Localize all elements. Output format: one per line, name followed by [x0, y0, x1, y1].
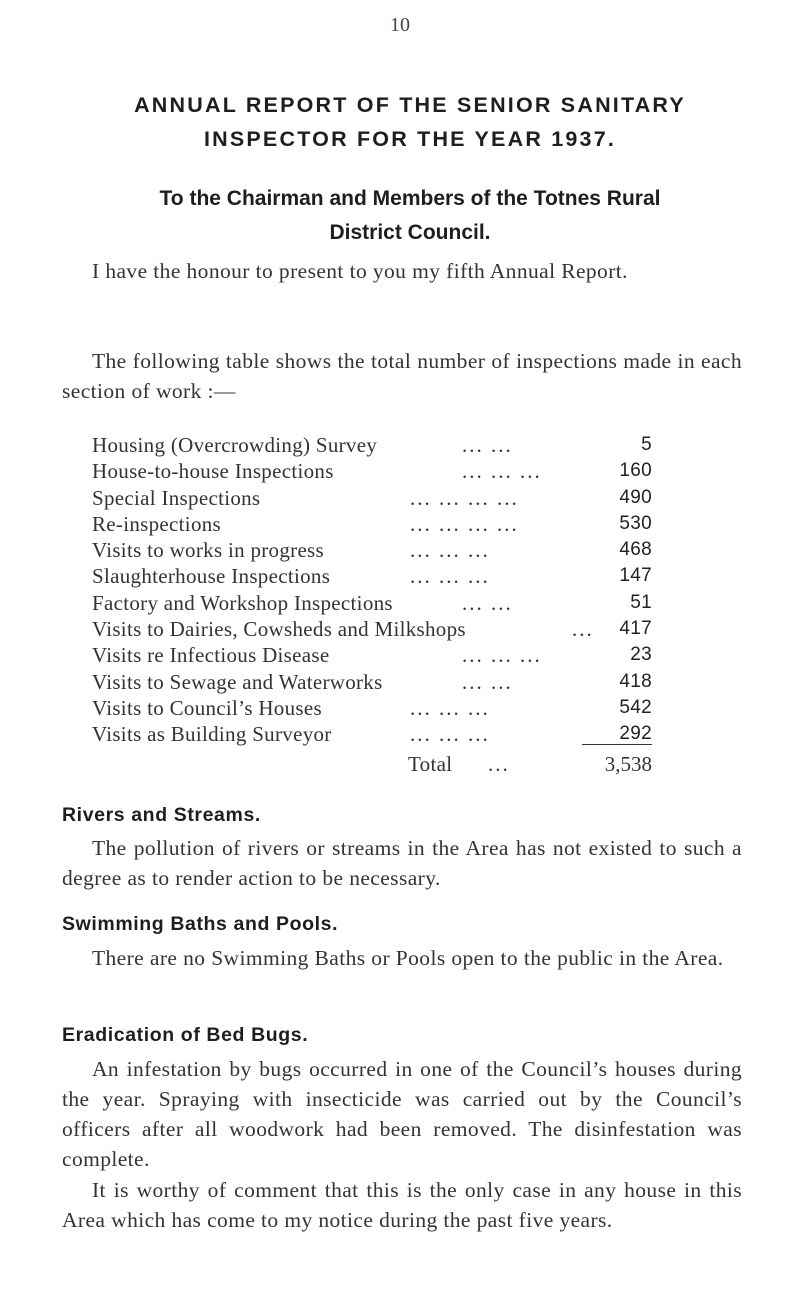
- table-row: [92, 458, 652, 484]
- row-value: 490: [619, 486, 652, 508]
- row-leader-dots: ... ...: [462, 433, 513, 457]
- row-leader-dots: ... ... ...: [410, 695, 490, 720]
- row-value: 51: [630, 591, 652, 613]
- row-label: Special Inspections: [92, 485, 261, 510]
- intro-paragraph-1: I have the honour to present to you my fifth Annual Report.: [92, 259, 628, 283]
- row-value: 468: [619, 539, 652, 561]
- table-row: [92, 616, 652, 642]
- table-row: [92, 669, 652, 695]
- total-leader-dots: ...: [488, 752, 510, 776]
- total-label: Total: [408, 752, 453, 776]
- swimming-paragraph: There are no Swimming Baths or Pools open to the public in the Area.: [92, 946, 724, 970]
- bedbugs-paragraph-2: It is worthy of comment that this is the only case in any house in this Area which has come to my notice during the past five years.: [62, 1178, 742, 1232]
- row-value: 292: [619, 723, 652, 745]
- table-row: [92, 721, 652, 747]
- row-label: Housing (Overcrowding) Survey: [92, 433, 378, 457]
- row-label: Re-inspections: [92, 511, 222, 536]
- row-label: Visits re Infectious Disease: [92, 643, 330, 668]
- row-value: 530: [619, 512, 652, 534]
- table-row: [92, 537, 652, 563]
- row-value: 147: [619, 565, 652, 587]
- row-value: 418: [619, 670, 652, 692]
- report-title-line-1: ANNUAL REPORT OF THE SENIOR SANITARY: [134, 93, 686, 117]
- row-leader-dots: ... ... ... ...: [410, 485, 519, 510]
- row-value: 160: [619, 460, 652, 482]
- row-label: Visits to Council’s Houses: [92, 695, 322, 720]
- row-label: Slaughterhouse Inspections: [92, 564, 331, 589]
- table-row: [92, 563, 652, 589]
- row-leader-dots: ... ... ...: [462, 459, 542, 484]
- rivers-paragraph: The pollution of rivers or streams in the Area has not existed to such a degree as to render action to be necessary.: [62, 836, 742, 890]
- table-row: [92, 590, 652, 616]
- report-title: [60, 88, 760, 156]
- row-leader-dots: ... ...: [462, 669, 513, 694]
- row-value: 5: [641, 434, 652, 455]
- total-rule: [582, 744, 652, 745]
- row-label: Visits to Sewage and Waterworks: [92, 669, 383, 694]
- bedbugs-paragraph-1: An infestation by bugs occurred in one of the Council’s houses during the year. Spraying with insecticide was carried out by the Council’s officers after all woodwork had been removed. The disinfestation was complete.: [62, 1057, 742, 1171]
- row-value: 23: [630, 644, 652, 666]
- table-row: [92, 432, 652, 458]
- inspections-table: [92, 432, 652, 748]
- row-label: Factory and Workshop Inspections: [92, 590, 393, 615]
- row-leader-dots: ... ... ...: [410, 722, 490, 747]
- address-line-1: To the Chairman and Members of the Totnes Rural: [159, 187, 661, 210]
- table-row: [92, 695, 652, 721]
- table-row: [92, 485, 652, 511]
- row-value: 417: [619, 618, 652, 640]
- bedbugs-heading: Eradication of Bed Bugs.: [62, 1024, 309, 1046]
- table-row: [92, 511, 652, 537]
- rivers-heading: Rivers and Streams.: [62, 804, 261, 826]
- total-value: 3,538: [604, 752, 652, 776]
- row-label: Visits to Dairies, Cowsheds and Milkshops: [92, 617, 466, 642]
- swimming-heading: Swimming Baths and Pools.: [62, 913, 339, 935]
- row-label: Visits to works in progress: [92, 538, 325, 563]
- report-title-line-2: INSPECTOR FOR THE YEAR 1937.: [203, 127, 617, 151]
- intro-paragraph-2: The following table shows the total number of inspections made in each section of work :—: [62, 349, 742, 403]
- row-value: 542: [619, 696, 652, 718]
- address-line-2: District Council.: [329, 221, 491, 244]
- row-leader-dots: ...: [572, 617, 594, 642]
- row-leader-dots: ... ... ... ...: [410, 511, 519, 536]
- row-leader-dots: ... ...: [462, 590, 513, 615]
- row-label: Visits as Building Surveyor: [92, 722, 332, 747]
- address-heading: [60, 182, 760, 250]
- row-leader-dots: ... ... ...: [462, 643, 542, 668]
- row-leader-dots: ... ... ...: [410, 538, 490, 563]
- row-label: House-to-house Inspections: [92, 459, 334, 484]
- row-leader-dots: ... ... ...: [410, 564, 490, 589]
- page-number: 10: [390, 14, 410, 36]
- table-row: [92, 642, 652, 668]
